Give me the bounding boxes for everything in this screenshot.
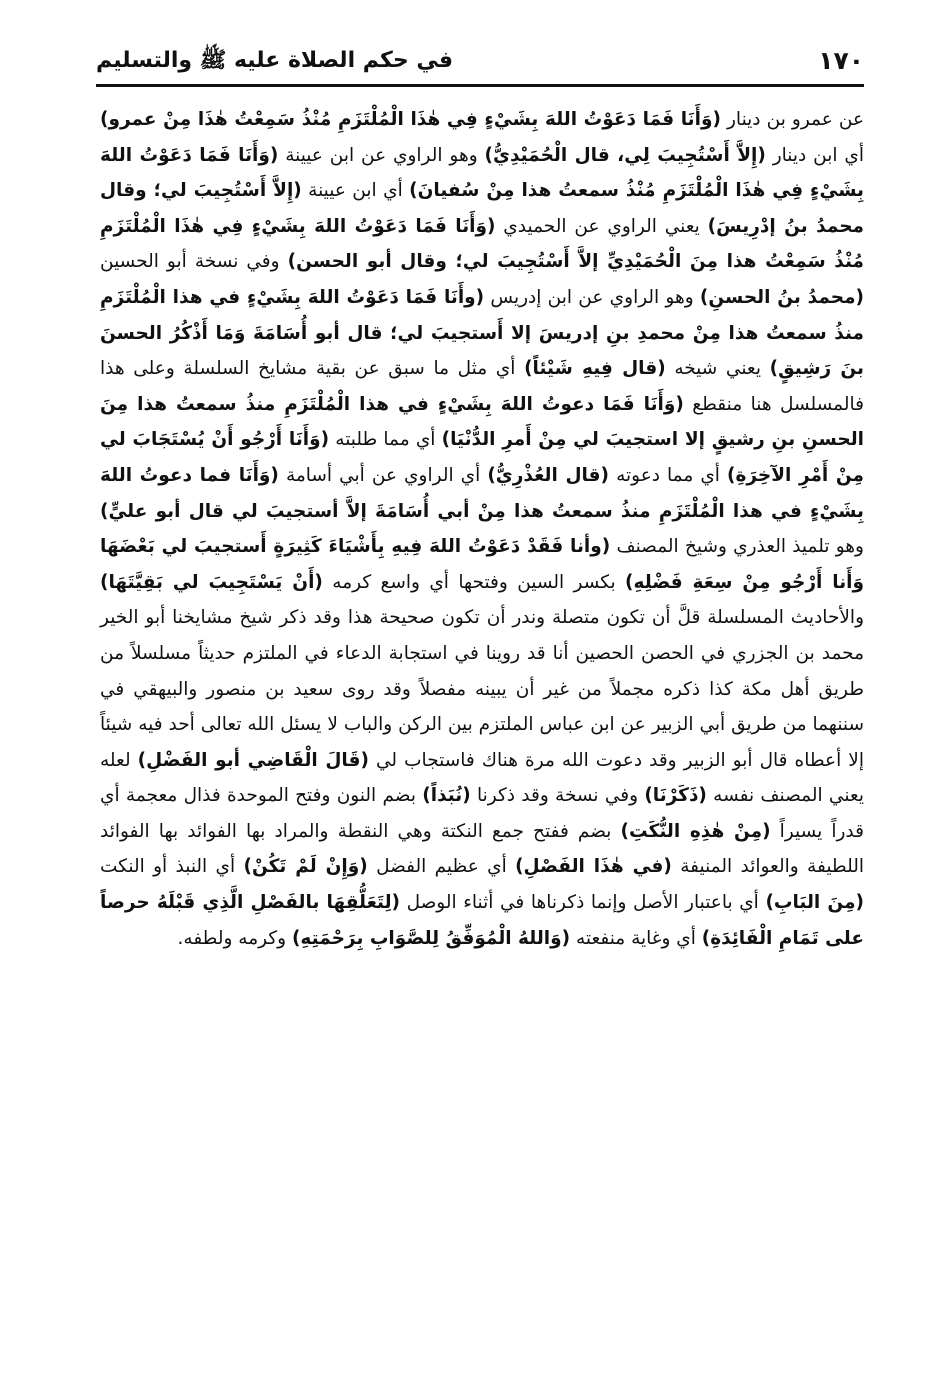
quoted-matn: (نُبَذاً) <box>422 785 471 807</box>
quoted-matn: (قال العُذْرِيُّ) <box>487 464 610 486</box>
commentary-segment: أي الراوي عن أبي أسامة <box>278 464 488 486</box>
commentary-segment: بضم ففتح جمع النكتة وهي النقطة والمراد بها الفوائد بها الفوائد اللطيفة والعوائد المنيفة <box>100 820 864 878</box>
quoted-matn: (مِنْ هٰذِهِ النُّكَتِ) <box>620 820 771 842</box>
header-rule <box>96 84 864 87</box>
quoted-matn: (وأنا فَقَدْ دَعَوْتُ اللهَ فِيهِ بِأَشْيَاءَ كَثِيرَةٍ أَستجيبَ لي بَعْضَهَا وَأَنا أَرْجُو مِنْ سِعَةِ فَضْلِهِ) <box>100 536 865 593</box>
quoted-matn: (قال فِيهِ شَيْئاً) <box>524 358 666 380</box>
quoted-matn: (في هٰذَا الفَصْلِ) <box>515 856 672 878</box>
quoted-matn: (وَأَنَا فَمَا دعوتُ اللهَ بِشَيْءٍ في هذا الْمُلْتَزَمِ منذُ سمعتُ هذا مِنَ الحسنِ بنِ رشيقٍ إلا استجيبَ لي مِنْ أَمرِ الدُّنْيَا) <box>100 393 864 451</box>
commentary-segment: أي باعتبار الأصل وإنما ذكرناها في أثناء الوصل <box>399 892 766 914</box>
commentary-text <box>100 102 864 956</box>
commentary-segment: أي ابن دينار <box>765 144 864 166</box>
commentary-segment: وهو الراوي عن ابن إدريس <box>484 286 700 308</box>
quoted-matn: (لِتَعَلُّقِهَا بالفَصْلِ الَّذِي قَبْلَهُ حرصاً على تَمَامِ الْفَائِدَةِ) <box>100 892 864 949</box>
page-number: ١٧٠ <box>818 46 864 75</box>
quoted-matn: (إِلاَّ أَسْتُجِيبَ لي؛ وقال محمدُ بنُ إدْرِيسَ) <box>100 180 865 237</box>
commentary-segment: وهو تلميذ العذري وشيخ المصنف <box>610 536 864 558</box>
commentary-segment: أي عظيم الفضل <box>367 856 516 878</box>
quoted-matn: (وَأَنَا فَمَا دَعَوْتُ اللهَ بِشَيْءٍ فِي هٰذَا الْمُلْتَزَمِ مُنْذُ سمعتُ هذا مِنْ سُفيانَ) <box>100 144 865 202</box>
commentary-segment: وفي نسخة أبو الحسين <box>100 251 288 273</box>
quoted-matn: (وَأَنَا فَمَا دَعَوْتُ اللهَ بِشَيْءٍ فِي هٰذَا الْمُلْتَزَمِ مُنْذُ سَمِعْتُ هٰذَا مِنْ عمرو) <box>100 109 721 130</box>
commentary-segment: عن عمرو بن دينار <box>720 109 864 130</box>
quoted-matn: (ذَكَرْنَا) <box>644 785 707 807</box>
commentary-segment: أي مما طلبته <box>329 429 442 451</box>
commentary-segment: أي مما دعوته <box>609 464 728 486</box>
commentary-segment: بضم النون وفتح الموحدة فذال معجمة أي قدراً يسيراً <box>100 785 864 842</box>
running-title: في حكم الصلاة عليه ﷺ والتسليم <box>96 48 453 73</box>
commentary-segment: أي النبذ أو النكت <box>100 856 244 878</box>
quoted-matn: (وَأَنَا أَرْجُو أَنْ يُسْتَجَابَ لي مِنْ أَمْرِ الآخِرَةِ) <box>100 429 864 486</box>
quoted-matn: (محمدُ بنُ الحسنِ) <box>699 286 865 308</box>
commentary-segment: لعله يعني المصنف نفسه <box>100 749 864 807</box>
quoted-matn: (وأَنَا فَمَا دَعَوْتُ اللهَ بِشَيْءٍ في هذا الْمُلْتَزَمِ منذُ سمعتُ هذا مِنْ محمدِ بنِ إدريسَ إلا أَستجيبَ لي؛ قال أبو أُسَامَةَ وَمَا أَذْكُرُ الحسنَ بنَ رَشِيقٍ) <box>100 286 865 380</box>
commentary-segment: وهو الراوي عن ابن عيينة <box>278 144 485 166</box>
commentary-segment: يعني شيخه <box>665 358 770 380</box>
quoted-matn: (قَالَ الْقَاضِي أبو الفَضْلِ) <box>137 749 369 771</box>
quoted-matn: (وَأَنَا فما دعوتُ اللهَ بِشَيْءٍ في هذا الْمُلْتَزَمِ منذُ سمعتُ هذا مِنْ أبي أُسَامَةَ إلاَّ أستجيبَ لي قال أبو عليٍّ) <box>100 464 864 522</box>
quoted-matn: (إِلاَّ أَسْتُجِيبَ لِي، قال الْحُمَيْدِيُّ) <box>484 144 766 166</box>
commentary-segment: بكسر السين وفتحها أي واسع كرمه <box>322 571 626 593</box>
quoted-matn: (وَاللهُ الْمُوَفِّقُ لِلصَّوَابِ بِرَحْمَتِهِ) <box>291 927 571 949</box>
commentary-segment: وكرمه ولطفه. <box>177 927 292 949</box>
commentary-segment: أي ابن عيينة <box>301 180 410 202</box>
quoted-matn: (وَإِنْ لَمْ تَكُنْ) <box>243 856 368 878</box>
page-header <box>96 34 864 76</box>
commentary-segment: أي مثل ما سبق عن بقية مشايخ السلسلة وعلى هذا فالمسلسل هنا منقطع <box>100 358 864 415</box>
commentary-segment: والأحاديث المسلسلة قلَّ أن تكون متصلة وندر أن تكون صحيحة هذا وقد ذكر شيخ مشايخنا أبو الخير محمد بن الجزري في الحصن الحصين أنا قد روينا في استجابة الدعاء في الملتزم حديثاً مسلسلاً من طريق أهل مكة كذا ذكره مجملاً من غير أن يبينه مفصلاً وقد روى سعيد بن منصور والبيهقي في سننهما من طريق أبي الزبير عن ابن عباس الملتزم بين الركن والباب لا يسئل الله تعالى أحد فيه شيئاً إلا أعطاه قال أبو الزبير وقد دعوت الله مرة هناك فاستجاب لي <box>100 607 864 771</box>
commentary-segment: وفي نسخة وقد ذكرنا <box>470 785 645 807</box>
quoted-matn: (أَنْ يَسْتَجِيبَ لي بَقِيَّتَهَا) <box>100 571 323 593</box>
commentary-segment: أي وغاية منفعته <box>570 927 702 949</box>
quoted-matn: (وَأَنَا فَمَا دَعَوْتُ اللهَ بِشَيْءٍ فِي هٰذَا الْمُلْتَزَمِ مُنْذُ سَمِعْتُ هذا مِنَ الْحُمَيْدِيِّ إلاَّ أَسْتُجِيبَ لي؛ وقال أبو الحسن) <box>100 215 864 273</box>
quoted-matn: (مِنَ البَابِ) <box>765 892 864 914</box>
commentary-segment: يعني الراوي عن الحميدي <box>495 215 708 237</box>
